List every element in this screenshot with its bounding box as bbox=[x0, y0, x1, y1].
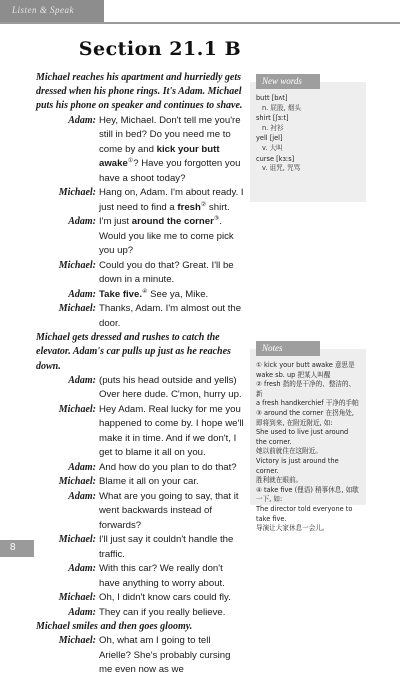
line-text: They can if you really believe. bbox=[99, 606, 226, 618]
speaker-name: Michael: bbox=[58, 476, 96, 488]
dialogue-line bbox=[36, 562, 244, 591]
line-text: shirt. bbox=[206, 201, 230, 213]
note-item: ② fresh 指的是干净的、整洁的、新 bbox=[256, 380, 356, 398]
dialogue-line bbox=[36, 606, 244, 621]
note-marker: ① bbox=[127, 157, 134, 164]
vocab-item bbox=[256, 134, 360, 153]
key-phrase: fresh bbox=[177, 201, 201, 213]
dialogue-line bbox=[36, 591, 244, 606]
note-item: 她以前就住在这附近。 bbox=[256, 447, 322, 456]
key-phrase: Take five. bbox=[99, 288, 143, 300]
dialogue-line bbox=[36, 374, 244, 403]
speaker-name: Michael: bbox=[58, 635, 96, 647]
page-number-box bbox=[0, 540, 34, 557]
dialogue-line bbox=[36, 403, 244, 461]
key-phrase: around the corner bbox=[131, 216, 214, 228]
vocab-gloss: n. 衬衫 bbox=[262, 123, 284, 132]
stage-direction: Michael reaches his apartment and hurriedly gets dressed when his phone rings. It's Adam. Michael puts his phone on speaker and continues to shave. bbox=[36, 72, 243, 112]
dialogue-line bbox=[36, 461, 244, 476]
line-text: ? Have you forgotten you have a shoot today? bbox=[99, 158, 241, 184]
line-text: What are you going to say, that it went backwards instead of forwards? bbox=[99, 490, 239, 531]
note-item: The director told everyone to take five. bbox=[256, 504, 353, 523]
line-text: (puts his head outside and yells) Over here dude. C'mon, hurry up. bbox=[99, 374, 242, 401]
dialogue-line bbox=[36, 634, 244, 678]
line-text: Oh, what am I going to tell Arielle? She's probably cursing me even now as we bbox=[99, 635, 231, 676]
vocab-panel bbox=[250, 76, 366, 202]
section-title: Section 21.1 B bbox=[78, 38, 242, 60]
speaker-name: Michael: bbox=[58, 403, 96, 415]
page-number: 8 bbox=[10, 542, 16, 553]
notes-panel bbox=[250, 343, 366, 533]
dialogue-script bbox=[36, 71, 244, 678]
stage-direction: Michael gets dressed and rushes to catch the elevator. Adam's car pulls up just as he reaches down. bbox=[36, 332, 231, 372]
dialogue-line bbox=[36, 302, 244, 331]
vocab-item bbox=[256, 94, 360, 113]
dialogue-line bbox=[36, 490, 244, 534]
line-text: See ya, Mike. bbox=[147, 288, 209, 300]
stage-direction: Michael smiles and then goes gloomy. bbox=[36, 621, 193, 633]
dialogue-line bbox=[36, 475, 244, 490]
note-item: 胜利就在眼前。 bbox=[256, 476, 303, 485]
speaker-name: Michael: bbox=[58, 592, 96, 604]
vocab-item bbox=[256, 155, 360, 174]
speaker-name: Michael: bbox=[58, 303, 96, 315]
note-item: She used to live just around the corner. bbox=[256, 428, 349, 446]
line-text: Hang on, Adam. I'm about ready. I just need to find a bbox=[99, 187, 244, 213]
line-text: I'll just say it couldn't handle the traffic. bbox=[99, 534, 234, 560]
line-text: Could you do that? Great. I'll be down in a minute. bbox=[99, 259, 234, 286]
speaker-name: Adam: bbox=[68, 563, 96, 575]
speaker-name: Adam: bbox=[68, 490, 96, 502]
vocab-item bbox=[256, 114, 360, 133]
header-tab-text: Listen & Speak bbox=[12, 5, 74, 15]
speaker-name: Adam: bbox=[68, 374, 96, 386]
note-item: Victory is just around the corner. bbox=[256, 456, 339, 475]
vocab-gloss: n. 屁股, 烟头 bbox=[262, 103, 301, 112]
line-text: And how do you plan to do that? bbox=[99, 461, 237, 473]
key-phrase: kick your butt awake bbox=[99, 143, 220, 170]
dialogue-line bbox=[36, 533, 244, 562]
vocab-word: yell [jel] bbox=[256, 134, 283, 143]
speaker-name: Michael: bbox=[58, 534, 96, 546]
speaker-name: Adam: bbox=[68, 461, 96, 473]
note-marker: ④ bbox=[142, 288, 148, 295]
vocab-list bbox=[250, 89, 366, 180]
vocab-heading: New words bbox=[256, 74, 320, 89]
header-tab bbox=[0, 0, 104, 22]
vocab-word: butt [bʌt] bbox=[256, 94, 288, 102]
speaker-name: Adam: bbox=[68, 114, 96, 126]
note-item: a fresh handkerchief 干净的手帕 bbox=[256, 399, 359, 408]
note-item: ③ around the corner 在拐角处, 即将到来, 在附近附近, 如: bbox=[256, 408, 354, 427]
vocab-word: curse [kɜːs] bbox=[256, 154, 295, 163]
header-rule bbox=[0, 22, 400, 24]
speaker-name: Adam: bbox=[68, 216, 96, 228]
speaker-name: Adam: bbox=[68, 288, 96, 300]
line-text: . Would you like me to come pick you up? bbox=[99, 216, 234, 257]
dialogue-line bbox=[36, 114, 244, 187]
notes-list bbox=[250, 356, 366, 539]
notes-heading: Notes bbox=[256, 341, 320, 356]
line-text: Hey Adam. Real lucky for me you happened to come by. I hope we'll make it in time. And if we don't, I get to blame it all on you. bbox=[99, 403, 244, 459]
dialogue-line bbox=[36, 259, 244, 288]
note-item: ④ take five (俚语) 稍事休息, 如歇一下, 如: bbox=[256, 485, 359, 504]
note-item: ① kick your butt awake 意思是wake sb. up 把某人叫醒 bbox=[256, 361, 355, 379]
dialogue-line bbox=[36, 215, 244, 259]
dialogue-line bbox=[36, 186, 244, 215]
speaker-name: Michael: bbox=[58, 187, 96, 199]
vocab-gloss: v. 诅咒, 咒骂 bbox=[262, 164, 301, 173]
note-marker: ③ bbox=[213, 215, 220, 222]
dialogue-line bbox=[36, 288, 244, 303]
line-text: With this car? We really don't have anything to worry about. bbox=[99, 563, 225, 589]
speaker-name: Adam: bbox=[68, 606, 96, 618]
line-text: Blame it all on your car. bbox=[99, 476, 199, 488]
note-marker: ② bbox=[200, 201, 207, 208]
line-text: Oh, I didn't know cars could fly. bbox=[99, 592, 231, 604]
vocab-word: shirt [ʃɜːt] bbox=[256, 114, 289, 123]
line-text: Hey, Michael. Don't tell me you're still in bed? Do you need me to come by and bbox=[99, 114, 241, 155]
speaker-name: Michael: bbox=[58, 259, 96, 271]
line-text: I'm just bbox=[99, 216, 132, 228]
line-text: Thanks, Adam. I'm almost out the door. bbox=[99, 303, 242, 329]
note-item: 导演让大家休息一会儿。 bbox=[256, 524, 329, 533]
vocab-gloss: v. 大叫 bbox=[262, 143, 283, 152]
